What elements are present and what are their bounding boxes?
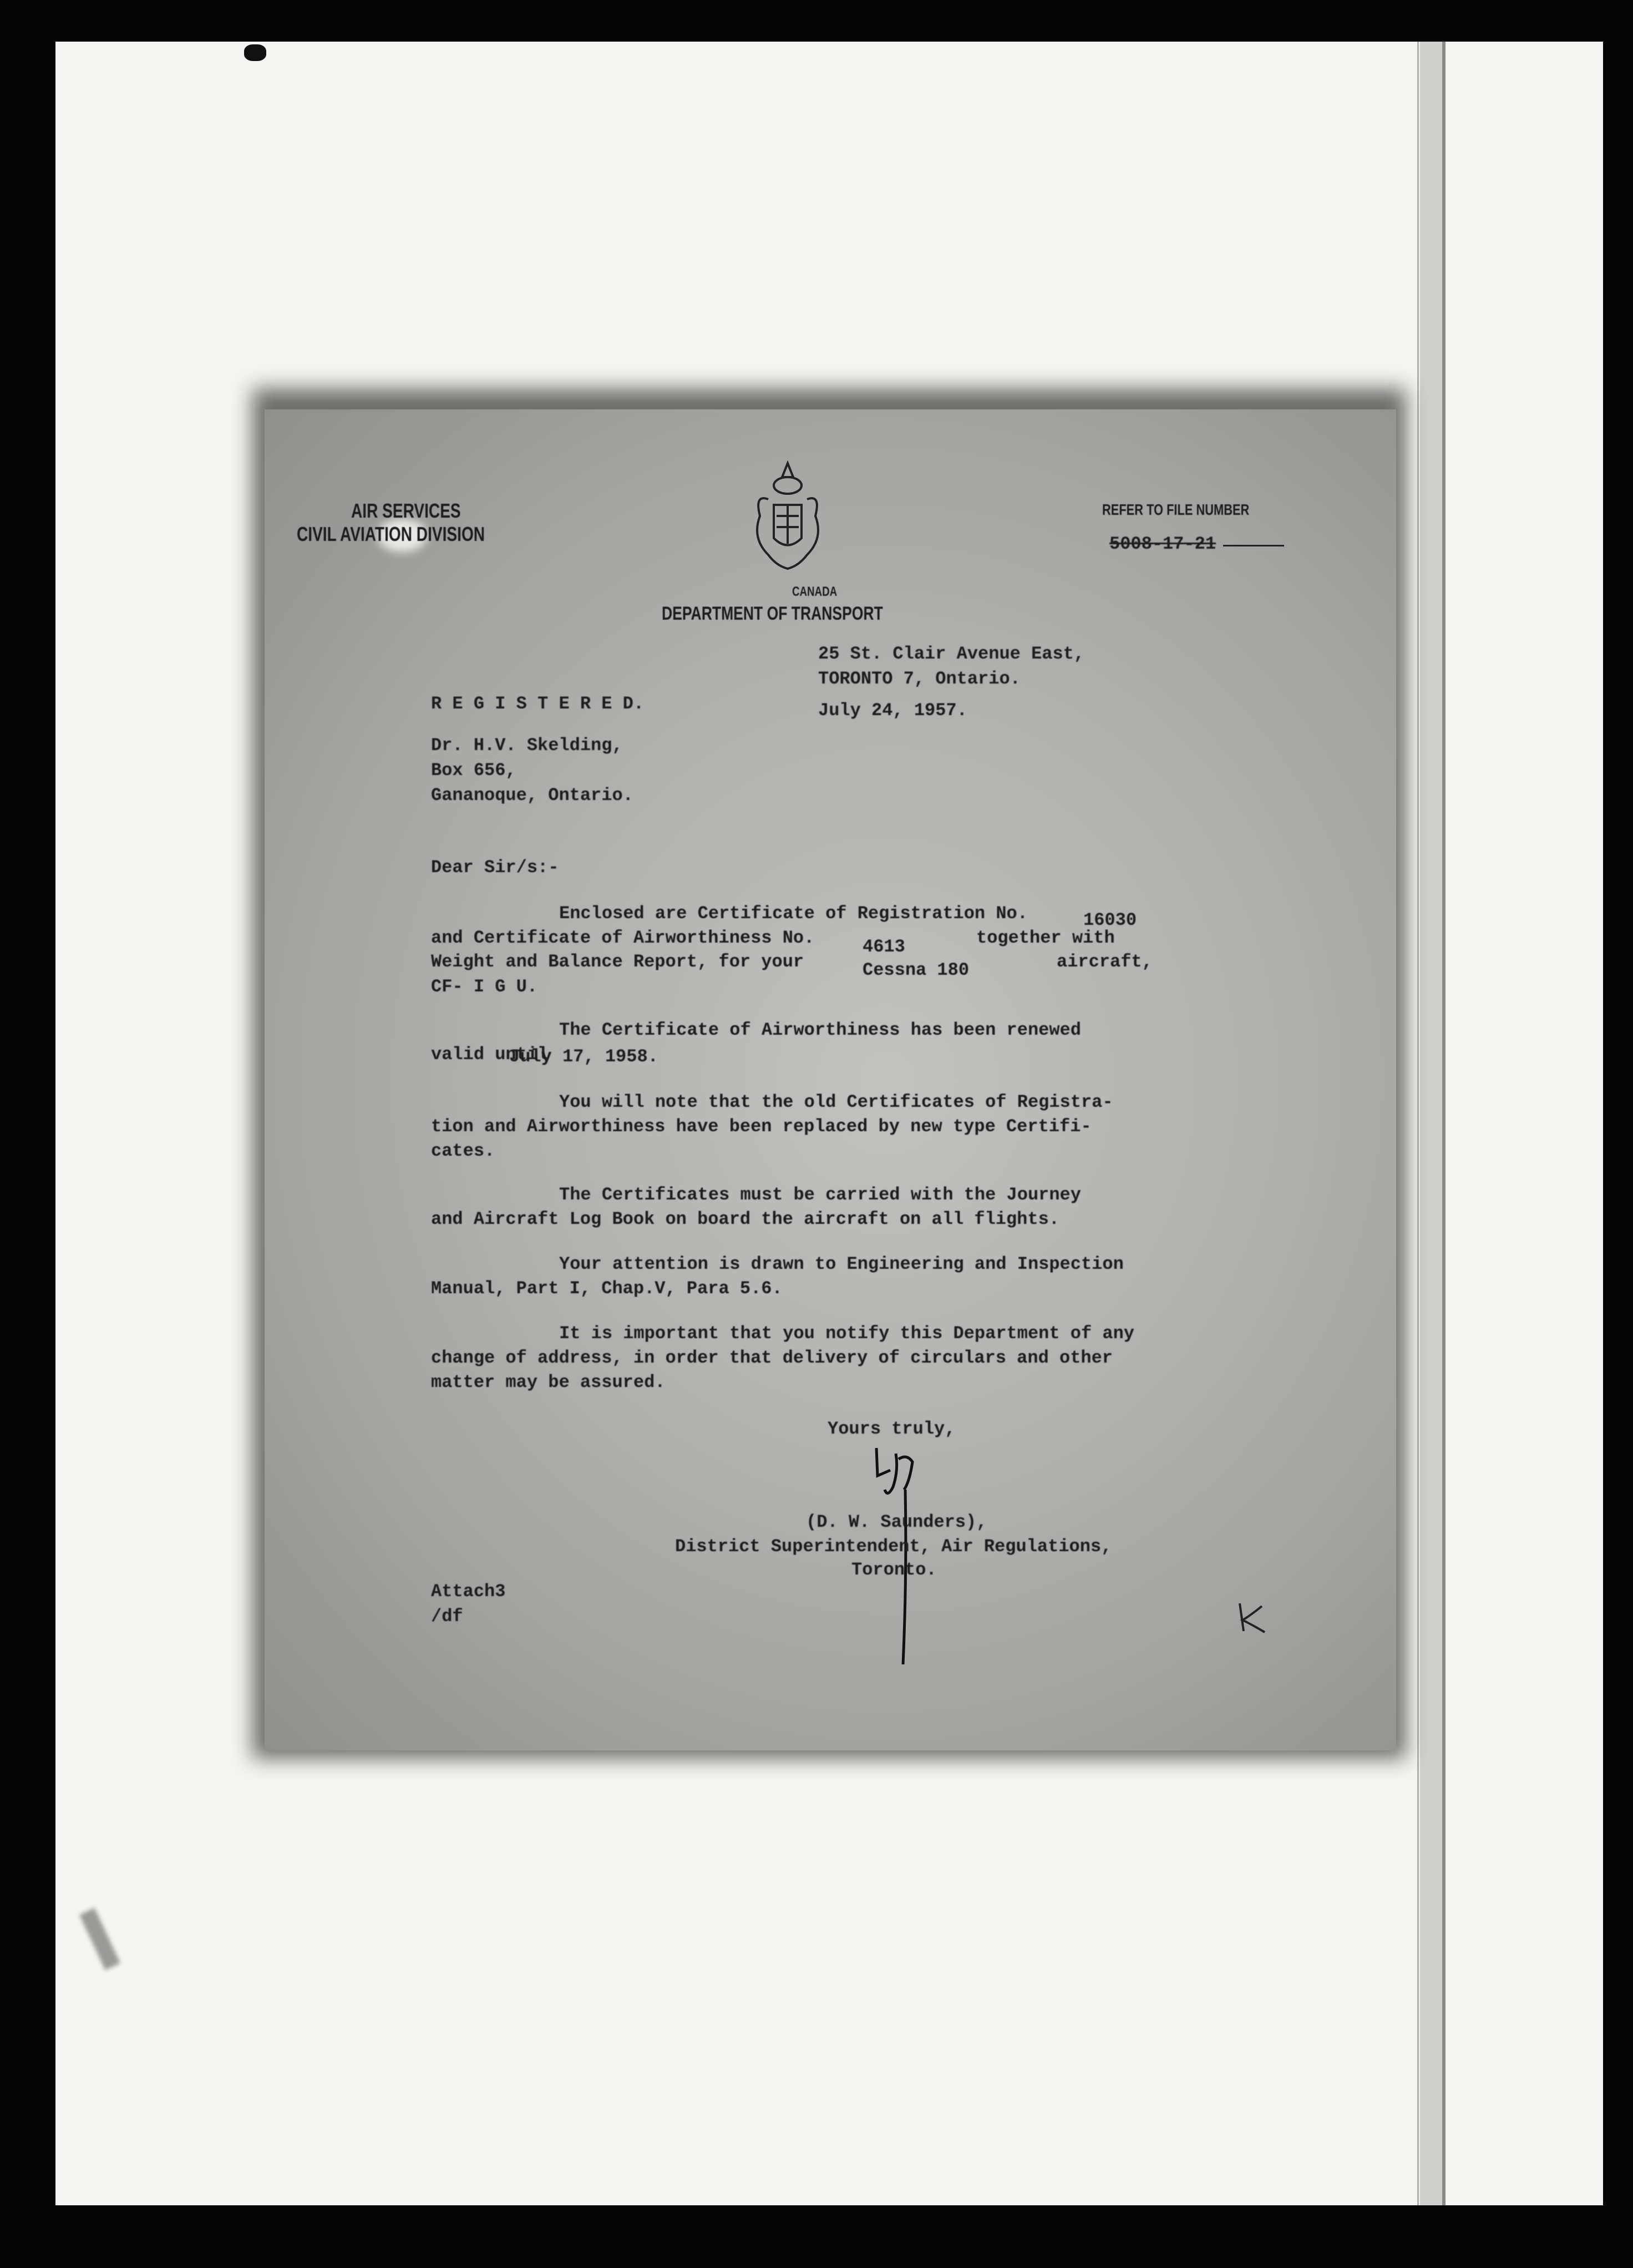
file-number-rule <box>1223 545 1284 546</box>
adjacent-page-edge <box>1420 42 1442 2205</box>
letterhead-department: DEPARTMENT OF TRANSPORT <box>662 603 883 624</box>
attachment-note: Attach3 <box>431 1581 506 1602</box>
body-line: and Certificate of Airworthiness No. <box>431 928 815 948</box>
salutation: Dear Sir/s:- <box>431 857 559 878</box>
body-line: Manual, Part I, Chap.V, Para 5.6. <box>431 1278 783 1299</box>
signer-city: Toronto. <box>851 1560 937 1580</box>
body-line: tion and Airworthiness have been replaced by new type Certifi- <box>431 1116 1092 1137</box>
page-edge-line <box>1442 42 1446 2205</box>
body-line: The Certificate of Airworthiness has been renewed <box>559 1020 1081 1040</box>
aircraft-type: Cessna 180 <box>863 960 970 980</box>
typist-initials: /df <box>431 1606 463 1627</box>
registered-label: R E G I S T E R E D. <box>431 693 645 714</box>
recipient-line: Dr. H.V. Skelding, <box>431 735 623 756</box>
refer-to-file-label: REFER TO FILE NUMBER <box>1102 501 1250 518</box>
body-line: Weight and Balance Report, for your <box>431 951 804 972</box>
body-line: matter may be assured. <box>431 1372 666 1393</box>
body-line: valid until <box>431 1044 549 1065</box>
letterhead-country: CANADA <box>792 584 838 599</box>
page-edge-line <box>1417 42 1419 2205</box>
handwritten-margin-mark <box>1231 1598 1270 1637</box>
body-line: The Certificates must be carried with the Journey <box>559 1184 1081 1205</box>
valid-until-date: July 17, 1958. <box>509 1046 658 1067</box>
body-line: change of address, in order that delivery of circulars and other <box>431 1348 1113 1368</box>
recipient-line: Gananoque, Ontario. <box>431 785 633 806</box>
recipient-line: Box 656, <box>431 760 516 781</box>
body-line: together with <box>976 928 1115 948</box>
body-line: Your attention is drawn to Engineering and Inspection <box>559 1254 1124 1274</box>
body-line: Enclosed are Certificate of Registration No. <box>559 903 1028 924</box>
letterhead-civil-aviation: CIVIL AVIATION DIVISION <box>297 523 485 545</box>
signer-title: District Superintendent, Air Regulations, <box>675 1536 1112 1557</box>
file-number: 5008-17-21 <box>1109 534 1216 554</box>
registration-number: 16030 <box>1083 910 1137 930</box>
body-line: You will note that the old Certificates of Registra- <box>559 1092 1113 1112</box>
signer-name: (D. W. Saunders), <box>806 1512 987 1532</box>
letter-date: July 24, 1957. <box>818 700 967 721</box>
closing: Yours truly, <box>828 1419 956 1439</box>
body-line: cates. <box>431 1141 495 1161</box>
letterhead-air-services: AIR SERVICES <box>351 499 461 522</box>
aircraft-registration: CF- I G U. <box>431 976 538 997</box>
sender-address-line: 25 St. Clair Avenue East, <box>818 644 1085 664</box>
sender-address-line: TORONTO 7, Ontario. <box>818 669 1021 689</box>
body-line: and Aircraft Log Book on board the aircraft on all flights. <box>431 1209 1059 1229</box>
scan-artifact <box>244 44 266 61</box>
body-line: aircraft, <box>1057 951 1153 972</box>
coat-of-arms-crest <box>743 460 832 571</box>
body-line: It is important that you notify this Department of any <box>559 1323 1134 1344</box>
airworthiness-number: 4613 <box>863 936 905 957</box>
